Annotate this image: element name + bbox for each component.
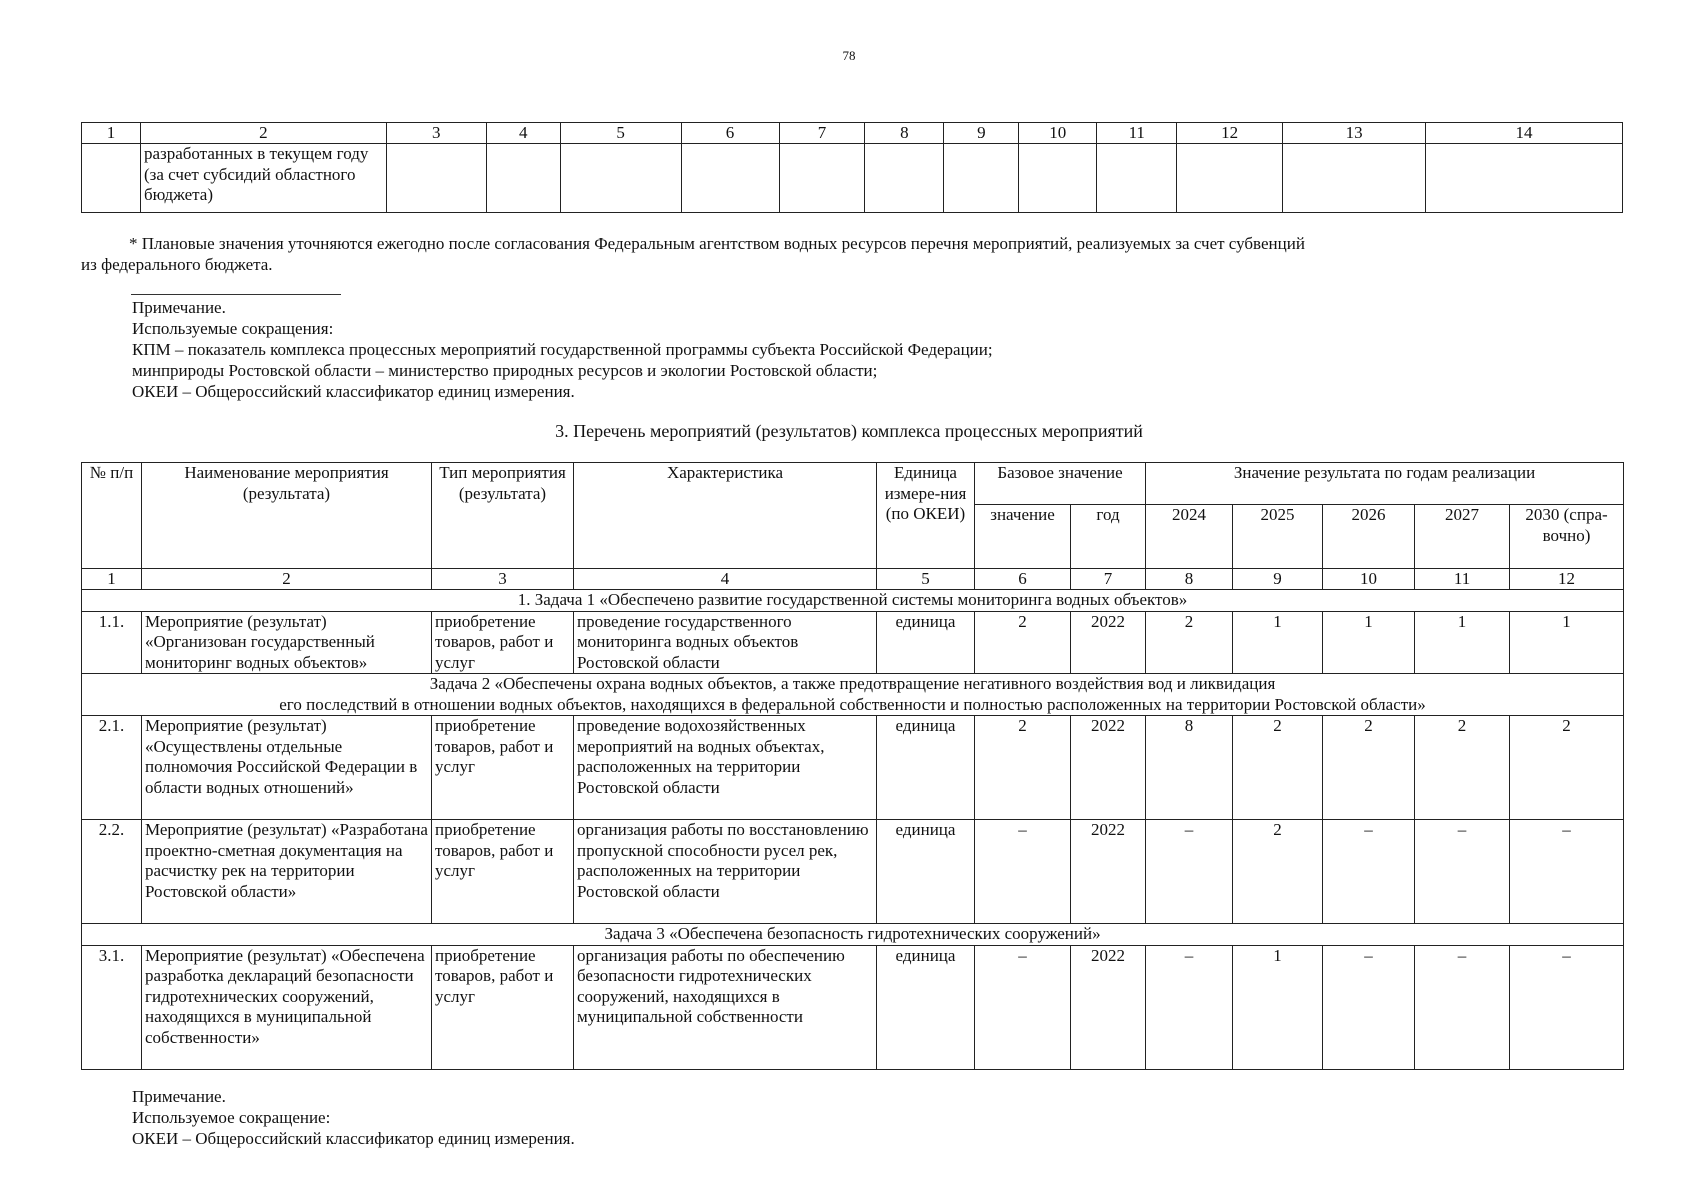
unit-cell: единица (877, 716, 975, 820)
task-row (82, 924, 1624, 946)
column-number: 8 (865, 123, 944, 144)
header-cell: год (1071, 505, 1146, 569)
value-cell: – (1323, 820, 1415, 924)
activity-type: приобретение товаров, работ и услуг (432, 820, 574, 924)
table-header-row (82, 463, 1624, 505)
activity-type: приобретение товаров, работ и услуг (432, 716, 574, 820)
header-cell: Характеристика (574, 463, 877, 569)
value-cell: 1 (1415, 611, 1510, 674)
table-header-row (82, 123, 1623, 144)
column-number: 7 (1071, 569, 1146, 590)
header-cell: Единица измере-ния (по ОКЕИ) (877, 463, 975, 569)
table-row (82, 716, 1624, 820)
section-title: 3. Перечень мероприятий (результатов) комплекса процессных мероприятий (555, 421, 1143, 441)
column-number: 10 (1019, 123, 1097, 144)
header-cell: Наименование мероприятия (результата) (142, 463, 432, 569)
value-cell: – (1323, 945, 1415, 1069)
activity-name: Мероприятие (результат) «Обеспечена разработка деклараций безопасности гидротехнических сооружений, находящихся в муниципальной собственности» (142, 945, 432, 1069)
activity-type: приобретение товаров, работ и услуг (432, 611, 574, 674)
activity-characteristic: проведение государственного мониторинга водных объектов Ростовской области (574, 611, 877, 674)
column-number: 10 (1323, 569, 1415, 590)
header-cell: Тип мероприятия (результата) (432, 463, 574, 569)
task-title-line: его последствий в отношении водных объектов, находящихся в федеральной собственности и полностью расположенных на территории Ростовской области» (279, 694, 1426, 714)
unit-cell: единица (877, 611, 975, 674)
column-number: 12 (1177, 123, 1283, 144)
footnote-line: из федерального бюджета. (81, 255, 273, 274)
header-cell: Значение результата по годам реализации (1146, 463, 1624, 505)
activity-characteristic: проведение водохозяйственных мероприятий на водных объектах, расположенных на территории Ростовской области (574, 716, 877, 820)
column-number: 2 (140, 123, 386, 144)
task-title (82, 674, 1624, 716)
column-number: 3 (432, 569, 574, 590)
indicator-table-continuation (81, 122, 1623, 213)
row-number: 1.1. (82, 611, 142, 674)
value-cell: 2 (1233, 820, 1323, 924)
value-cell: – (1146, 945, 1233, 1069)
abbreviations-note (132, 1086, 575, 1149)
activity-characteristic: организация работы по обеспечению безопасности гидротехнических сооружений, находящихся в муниципальной собственности (574, 945, 877, 1069)
year-header: 2024 (1146, 505, 1233, 569)
base-value-cell: 2 (975, 611, 1071, 674)
unit-cell: единица (877, 820, 975, 924)
column-number: 3 (386, 123, 486, 144)
value-cell: – (1510, 820, 1624, 924)
header-cell: № п/п (82, 463, 142, 569)
column-number: 4 (486, 123, 560, 144)
activity-name: Мероприятие (результат) «Организован государственный мониторинг водных объектов» (142, 611, 432, 674)
table-row (82, 945, 1624, 1069)
value-cell: 2 (1510, 716, 1624, 820)
task-title-line: Задача 2 «Обеспечены охрана водных объектов, а также предотвращение негативного воздействия вод и ликвидация (429, 674, 1276, 693)
column-number: 1 (82, 569, 142, 590)
year-header: 2026 (1323, 505, 1415, 569)
base-value-cell: 2 (975, 716, 1071, 820)
activity-characteristic: организация работы по восстановлению пропускной способности русел рек, расположенных на территории Ростовской области (574, 820, 877, 924)
column-number: 6 (681, 123, 779, 144)
column-number: 5 (560, 123, 681, 144)
task-title: 1. Задача 1 «Обеспечено развитие государственной системы мониторинга водных объектов» (82, 590, 1624, 612)
separator-line (131, 294, 341, 295)
activity-name: Мероприятие (результат) «Осуществлены отдельные полномочия Российской Федерации в области водных отношений» (142, 716, 432, 820)
page-number: 78 (842, 48, 856, 63)
task-row (82, 674, 1624, 716)
column-number: 9 (944, 123, 1019, 144)
base-value-cell: – (975, 945, 1071, 1069)
column-number: 11 (1415, 569, 1510, 590)
base-value-cell: – (975, 820, 1071, 924)
base-year-cell: 2022 (1071, 716, 1146, 820)
note-subtitle: Используемые сокращения: (132, 319, 334, 338)
base-year-cell: 2022 (1071, 820, 1146, 924)
value-cell: 1 (1323, 611, 1415, 674)
column-numbers-row (82, 569, 1624, 590)
abbreviations-note (132, 297, 993, 402)
base-year-cell: 2022 (1071, 611, 1146, 674)
value-cell: – (1415, 945, 1510, 1069)
value-cell: 8 (1146, 716, 1233, 820)
value-cell: 1 (1510, 611, 1624, 674)
header-cell: значение (975, 505, 1071, 569)
value-cell: 2 (1233, 716, 1323, 820)
column-number: 5 (877, 569, 975, 590)
note-subtitle: Используемое сокращение: (132, 1108, 331, 1127)
value-cell: – (1510, 945, 1624, 1069)
note-item: минприроды Ростовской области – министерство природных ресурсов и экологии Ростовской области; (132, 361, 878, 380)
column-number: 6 (975, 569, 1071, 590)
note-item: ОКЕИ – Общероссийский классификатор единиц измерения. (132, 1129, 575, 1148)
footnote-line: * Плановые значения уточняются ежегодно после согласования Федеральным агентством водных ресурсов перечня мероприятий, реализуемых за счет субвенций (129, 234, 1305, 253)
activity-type: приобретение товаров, работ и услуг (432, 945, 574, 1069)
column-number: 12 (1510, 569, 1624, 590)
note-item: ОКЕИ – Общероссийский классификатор единиц измерения. (132, 382, 575, 401)
row-number: 2.1. (82, 716, 142, 820)
value-cell: 2 (1415, 716, 1510, 820)
note-title: Примечание. (132, 1087, 226, 1106)
value-cell: 1 (1233, 945, 1323, 1069)
task-row (82, 590, 1624, 612)
activity-name: Мероприятие (результат) «Разработана проектно-сметная документация на расчистку рек на территории Ростовской области» (142, 820, 432, 924)
column-number: 13 (1283, 123, 1426, 144)
column-number: 8 (1146, 569, 1233, 590)
row-number: 2.2. (82, 820, 142, 924)
column-number: 7 (779, 123, 865, 144)
base-year-cell: 2022 (1071, 945, 1146, 1069)
task-title: Задача 3 «Обеспечена безопасность гидротехнических сооружений» (82, 924, 1624, 946)
table-row (82, 820, 1624, 924)
column-number: 11 (1097, 123, 1177, 144)
column-number: 9 (1233, 569, 1323, 590)
value-cell: 1 (1233, 611, 1323, 674)
note-title: Примечание. (132, 298, 226, 317)
value-cell: – (1146, 820, 1233, 924)
footnote (81, 233, 1623, 275)
table-row (82, 144, 1623, 213)
value-cell: 2 (1146, 611, 1233, 674)
row-number: 3.1. (82, 945, 142, 1069)
column-number: 1 (82, 123, 141, 144)
header-cell: Базовое значение (975, 463, 1146, 505)
table-row (82, 611, 1624, 674)
year-header: 2025 (1233, 505, 1323, 569)
value-cell: – (1415, 820, 1510, 924)
activities-table (81, 462, 1624, 1070)
unit-cell: единица (877, 945, 975, 1069)
year-header: 2027 (1415, 505, 1510, 569)
column-number: 4 (574, 569, 877, 590)
value-cell: 2 (1323, 716, 1415, 820)
column-number: 2 (142, 569, 432, 590)
column-number: 14 (1426, 123, 1623, 144)
indicator-name-cell: разработанных в текущем году (за счет субсидий областного бюджета) (140, 144, 386, 213)
note-item: КПМ – показатель комплекса процессных мероприятий государственной программы субъекта Российской Федерации; (132, 340, 993, 359)
year-header: 2030 (спра-вочно) (1510, 505, 1624, 569)
